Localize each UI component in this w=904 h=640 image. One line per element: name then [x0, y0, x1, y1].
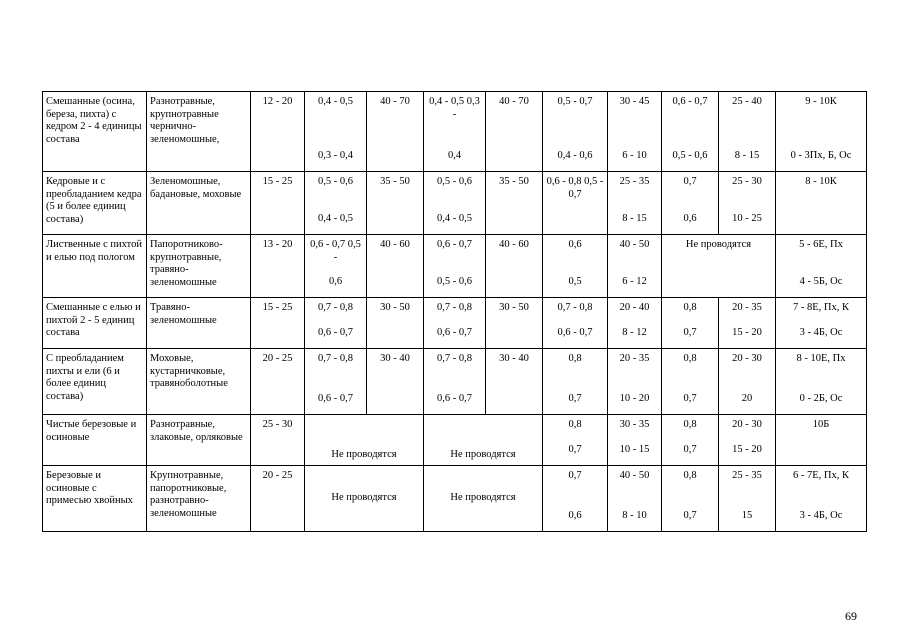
cell-value-bottom: 0,6 - 0,7	[437, 392, 472, 404]
cell-value-top: 0,6	[568, 239, 582, 250]
table-cell	[608, 298, 662, 349]
forest-type-cell: Смешанные с елью и пихтой 2 - 5 единиц состава	[43, 298, 147, 349]
table-cell	[662, 172, 719, 235]
table-cell	[608, 466, 662, 532]
cell-value-bottom: 4 - 5Б, Ос	[799, 275, 843, 287]
cell-value-top: 0,8	[683, 353, 697, 364]
table-cell	[424, 235, 486, 298]
cell-value-bottom: 0,6 - 0,7	[318, 392, 353, 404]
forest-group-cell: Моховые, кустарничковые, травяноболотные	[147, 349, 251, 415]
forest-type-cell: С преобладанием пихты и ели (6 и более единиц состава)	[43, 349, 147, 415]
table-cell	[305, 172, 367, 235]
table-cell	[719, 466, 776, 532]
cell-value-bottom: 0,6	[328, 275, 343, 287]
cell-value-bottom: 0 - 3Пх, Б, Ос	[790, 149, 852, 161]
forest-type-cell: Кедровые и с преобладанием кедра (5 и более единиц состава)	[43, 172, 147, 235]
table-cell	[662, 466, 719, 532]
forest-type-cell: Чистые березовые и осиновые	[43, 415, 147, 466]
table-cell	[776, 298, 867, 349]
cell-value-top: 25 - 35	[619, 176, 650, 187]
cell-value-bottom: 3 - 4Б, Ос	[799, 509, 843, 521]
cell-value-bottom: 8 - 15	[734, 149, 760, 161]
cell-value-top: 0,7	[683, 176, 697, 187]
table-cell: 15 - 25	[251, 298, 305, 349]
not-conducted-cell: Не проводятся	[424, 415, 543, 466]
table-cell	[305, 235, 367, 298]
cell-value-top: 0,6 - 0,7	[672, 96, 708, 107]
table-row	[43, 415, 867, 466]
table-cell: 20 - 25	[251, 466, 305, 532]
forest-group-cell: Папоротниково-крупнотравные, травяно-зеленомошные	[147, 235, 251, 298]
cell-value-top: 0,6 - 0,8 0,5 - 0,7	[546, 176, 604, 200]
table-cell	[662, 415, 719, 466]
cell-value-bottom: 0,6	[683, 212, 697, 224]
table-cell: 25 - 30	[251, 415, 305, 466]
cell-value-bottom: 8 - 12	[622, 326, 647, 338]
forest-type-cell: Березовые и осиновые с примесью хвойных	[43, 466, 147, 532]
table-row	[43, 92, 867, 172]
cell-value-bottom: 6 - 12	[622, 275, 647, 287]
cell-value-bottom: 8 - 10	[622, 509, 647, 521]
cell-value-bottom: 15 - 20	[732, 326, 762, 338]
table-cell	[543, 415, 608, 466]
not-conducted-cell: Не проводятся	[305, 466, 424, 532]
cell-value-top: 0,7 - 0,8	[318, 302, 353, 313]
table-cell	[776, 415, 867, 466]
cell-value-top: 6 - 7Е, Пх, К	[793, 470, 849, 481]
cell-value-top: 0,5 - 0,7	[557, 96, 593, 107]
table-body	[43, 92, 867, 532]
table-cell: 30 - 40	[367, 349, 424, 415]
table-cell	[719, 172, 776, 235]
table-row	[43, 466, 867, 532]
cell-value-top: 0,6 - 0,7	[437, 239, 472, 250]
table-cell	[543, 349, 608, 415]
table-cell	[424, 349, 486, 415]
table-cell	[719, 415, 776, 466]
cell-value-bottom: 0,7	[568, 443, 582, 455]
cell-value-top: 10Б	[812, 419, 830, 430]
table-row	[43, 349, 867, 415]
cell-value-bottom: 0,3 - 0,4	[318, 149, 353, 161]
cell-value-top: 25 - 35	[732, 470, 762, 481]
cell-value-bottom: 8 - 15	[622, 212, 647, 224]
cell-value-top: 30 - 45	[619, 96, 650, 107]
table-cell	[662, 92, 719, 172]
table-cell	[776, 172, 867, 235]
cell-value-top: 20 - 35	[619, 353, 650, 364]
table-cell	[543, 298, 608, 349]
cell-value-top: 0,5 - 0,6	[437, 176, 472, 187]
not-conducted-cell: Не проводятся	[662, 235, 776, 298]
table-cell: 35 - 50	[486, 172, 543, 235]
forest-thinning-table	[42, 91, 867, 532]
table-cell	[608, 349, 662, 415]
table-cell	[776, 92, 867, 172]
table-cell	[424, 172, 486, 235]
table-cell: 15 - 25	[251, 172, 305, 235]
table-cell	[424, 298, 486, 349]
cell-value-top: 0,8	[568, 419, 582, 430]
cell-value-bottom: 0,7	[683, 509, 697, 521]
cell-value-top: 25 - 30	[732, 176, 762, 187]
table-cell	[662, 298, 719, 349]
cell-value-bottom: 0,7	[683, 443, 697, 455]
cell-value-bottom: 10 - 25	[732, 212, 762, 224]
cell-value-top: 20 - 30	[732, 419, 762, 430]
forest-group-cell: Травяно-зеленомошные	[147, 298, 251, 349]
cell-value-top: 20 - 40	[619, 302, 650, 313]
table-cell: 40 - 60	[367, 235, 424, 298]
cell-value-top: 20 - 35	[732, 302, 762, 313]
cell-value-bottom: 0,5	[568, 275, 582, 287]
table-cell: 13 - 20	[251, 235, 305, 298]
table-cell: 40 - 70	[486, 92, 543, 172]
table-cell	[608, 172, 662, 235]
table-row	[43, 172, 867, 235]
cell-value-bottom: 0,6 - 0,7	[318, 326, 353, 338]
cell-value-bottom: 0,6 - 0,7	[557, 326, 593, 338]
table-cell	[719, 298, 776, 349]
forest-type-cell: Лиственные с пихтой и елью под пологом	[43, 235, 147, 298]
forest-group-cell: Крупнотравные, папоротниковые, разнотравно-зеленомошные	[147, 466, 251, 532]
cell-value-top: 0,6 - 0,7 0,5 -	[310, 239, 361, 263]
cell-value-bottom: 0,4 - 0,5	[437, 212, 472, 224]
table-cell	[608, 415, 662, 466]
cell-value-bottom: 20	[741, 392, 753, 404]
cell-value-top: 7 - 8Е, Пх, К	[793, 302, 849, 313]
table-row	[43, 235, 867, 298]
table-cell	[776, 349, 867, 415]
cell-value-top: 0,7	[568, 470, 582, 481]
cell-value-bottom: 0 - 2Б, Ос	[799, 392, 843, 404]
cell-value-top: 0,7 - 0,8	[318, 353, 353, 364]
table-cell: 30 - 50	[367, 298, 424, 349]
not-conducted-cell: Не проводятся	[305, 415, 424, 466]
cell-value-bottom: 0,7	[683, 392, 697, 404]
cell-value-top: 0,7 - 0,8	[437, 353, 472, 364]
table-cell	[776, 235, 867, 298]
cell-value-bottom: 0,5 - 0,6	[437, 275, 472, 287]
cell-value-top: 0,7 - 0,8	[557, 302, 593, 313]
forest-group-cell: Разнотравные, крупнотравные чернично-зеленомошные,	[147, 92, 251, 172]
cell-value-top: 0,8	[683, 419, 697, 430]
table-cell: 12 - 20	[251, 92, 305, 172]
cell-value-bottom: 3 - 4Б, Ос	[799, 326, 843, 338]
cell-value-bottom: 6 - 10	[622, 149, 647, 161]
cell-value-top: 5 - 6Е, Пх	[799, 239, 843, 250]
cell-value-bottom: 0,5 - 0,6	[672, 149, 708, 161]
cell-value-top: 0,4 - 0,5 0,3 -	[429, 96, 480, 120]
cell-value-bottom: 10 - 20	[619, 392, 650, 404]
cell-value-top: 0,5 - 0,6	[318, 176, 353, 187]
cell-value-bottom: 10 - 15	[619, 443, 650, 455]
forest-group-cell: Разнотравные, злаковые, орляковые	[147, 415, 251, 466]
table-cell	[424, 92, 486, 172]
table-cell	[305, 298, 367, 349]
cell-value-bottom: 0,6 - 0,7	[437, 326, 472, 338]
table-cell	[543, 235, 608, 298]
table-row	[43, 298, 867, 349]
cell-value-top: 0,7 - 0,8	[437, 302, 472, 313]
cell-value-bottom: 0,4 - 0,5	[318, 212, 353, 224]
cell-value-top: 0,8	[683, 470, 697, 481]
table-cell: 30 - 50	[486, 298, 543, 349]
table-cell	[543, 172, 608, 235]
table-cell: 40 - 60	[486, 235, 543, 298]
table-cell: 20 - 25	[251, 349, 305, 415]
table-cell	[543, 466, 608, 532]
cell-value-top: 20 - 30	[732, 353, 762, 364]
table-cell: 30 - 40	[486, 349, 543, 415]
table-cell	[543, 92, 608, 172]
forest-group-cell: Зеленомошные, бадановые, моховые	[147, 172, 251, 235]
cell-value-bottom: 15	[741, 509, 753, 521]
cell-value-top: 0,8	[683, 302, 697, 313]
cell-value-bottom: 0,6	[568, 509, 582, 521]
cell-value-bottom: 0,4 - 0,6	[557, 149, 593, 161]
cell-value-top: 30 - 35	[619, 419, 650, 430]
table-cell	[719, 92, 776, 172]
table-cell: 40 - 70	[367, 92, 424, 172]
cell-value-bottom: 0,7	[568, 392, 582, 404]
table-cell: 35 - 50	[367, 172, 424, 235]
table-cell	[719, 349, 776, 415]
table-cell	[608, 235, 662, 298]
forest-type-cell: Смешанные (осина, береза, пихта) с кедром 2 - 4 единицы состава	[43, 92, 147, 172]
table-cell	[608, 92, 662, 172]
cell-value-bottom: 15 - 20	[732, 443, 762, 455]
cell-value-top: 40 - 50	[619, 470, 650, 481]
page-number: 69	[845, 609, 857, 623]
cell-value-top: 8 - 10К	[805, 176, 837, 187]
table-cell	[662, 349, 719, 415]
not-conducted-cell: Не проводятся	[424, 466, 543, 532]
cell-value-top: 0,4 - 0,5	[318, 96, 353, 107]
table-cell	[305, 92, 367, 172]
cell-value-top: 8 - 10Е, Пх	[796, 353, 846, 364]
cell-value-bottom: 0,7	[683, 326, 697, 338]
cell-value-top: 25 - 40	[732, 96, 762, 107]
cell-value-top: 40 - 50	[619, 239, 650, 250]
table-cell	[305, 349, 367, 415]
table-cell	[776, 466, 867, 532]
cell-value-bottom: 0,4	[447, 149, 462, 161]
cell-value-top: 9 - 10К	[805, 96, 837, 107]
cell-value-top: 0,8	[568, 353, 582, 364]
